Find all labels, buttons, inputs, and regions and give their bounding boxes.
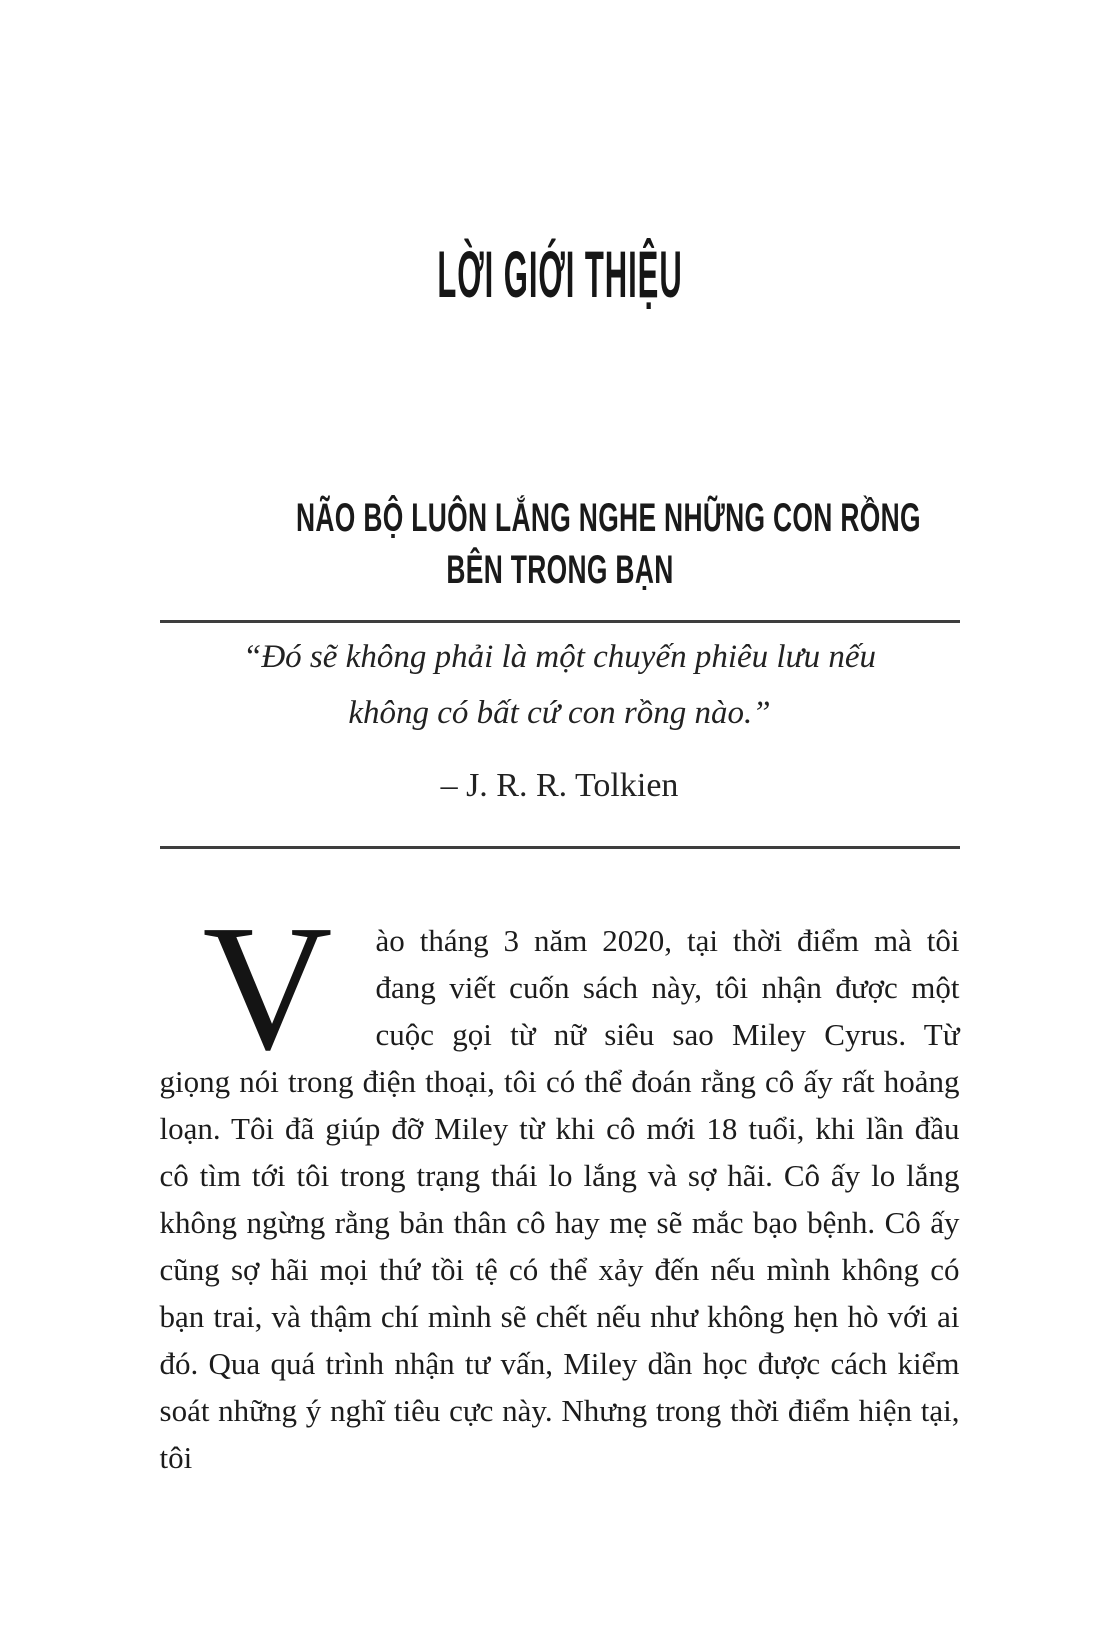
drop-cap: V [202,888,333,1087]
divider-bottom [160,846,960,849]
section-heading-line-2: BÊN TRONG BẠN [445,548,674,592]
epigraph-quote-line-1: “Đó sẽ không phải là một chuyến phiêu lưu nếu [243,639,876,675]
body-paragraph [159,888,960,1481]
section-heading [295,492,921,596]
body-paragraph-text: ào tháng 3 năm 2020, tại thời điểm mà tôi đang viết cuốn sách này, tôi nhận được một cuộc gọi từ nữ siêu sao Miley Cyrus. Từ giọng nói trong điện thoại, tôi có thể đoán rằng cô ấy rất hoảng loạn. Tôi đã giúp đỡ Miley từ khi cô mới 18 tuổi, khi lần đầu cô tìm tới tôi trong trạng thái lo lắng và sợ hãi. Cô ấy lo lắng không ngừng rằng bản thân cô hay mẹ sẽ mắc bạo bệnh. Cô ấy cũng sợ hãi mọi thứ tồi tệ có thể xảy đến nếu mình không có bạn trai, và thậm chí mình sẽ chết nếu như không hẹn hò với ai đó. Qua quá trình nhận tư vấn, Miley dần học được cách kiểm soát những ý nghĩ tiêu cực này. Nhưng trong thời điểm hiện tại, tôi [159,923,960,1475]
page-content [160,239,960,1481]
divider-top [160,620,960,623]
epigraph-attribution: – J. R. R. Tolkien [440,767,679,804]
section-heading-line-1: NÃO BỘ LUÔN LẮNG NGHE NHỮNG CON RỒNG [295,496,921,540]
epigraph [160,629,960,806]
epigraph-quote-line-2: không có bất cứ con rồng nào.” [348,695,771,731]
chapter-title: LỜI GIỚI THIỆU [436,237,683,311]
